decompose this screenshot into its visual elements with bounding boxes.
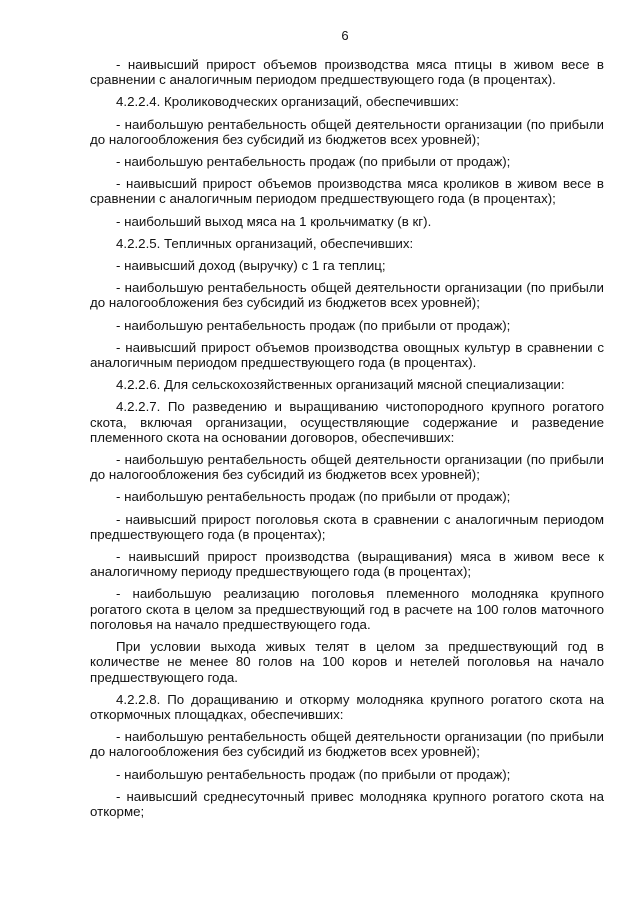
- paragraph: - наивысший прирост поголовья скота в сравнении с аналогичным периодом предшествующего года (в процентах);: [90, 511, 604, 542]
- section-heading: 4.2.2.8. По доращиванию и откорму молодняка крупного рогатого скота на откормочных площадках, обеспечивших:: [90, 691, 604, 722]
- body-text: [90, 57, 604, 819]
- paragraph: - наивысший прирост производства (выращивания) мяса в живом весе к аналогичному периоду предшествующего года (в процентах);: [90, 549, 604, 580]
- paragraph: - наивысший среднесуточный привес молодняка крупного рогатого скота на откорме;: [90, 788, 604, 819]
- paragraph: - наибольшую рентабельность общей деятельности организации (по прибыли до налогообложения без субсидий из бюджетов всех уровней);: [90, 729, 604, 760]
- paragraph: - наибольший выход мяса на 1 крольчиматку (в кг).: [116, 213, 432, 229]
- paragraph: - наивысший прирост объемов производства овощных культур в сравнении с аналогичным периодом предшествующего года (в процентах).: [90, 339, 604, 371]
- paragraph: - наивысший доход (выручку) с 1 га теплиц;: [116, 258, 386, 274]
- page-number: 6: [341, 28, 349, 43]
- document-page: [90, 28, 604, 826]
- section-heading: 4.2.2.4. Кролиководческих организаций, обеспечивших:: [116, 94, 459, 110]
- paragraph: - наибольшую рентабельность общей деятельности организации (по прибыли до налогообложения без субсидий из бюджетов всех уровней);: [90, 116, 604, 147]
- section-heading: 4.2.2.7. По разведению и выращиванию чистопородного крупного рогатого скота, включая организации, осуществляющие содержание и разведение племенного скота на основании договоров, обеспечивших:: [90, 399, 604, 445]
- section-heading: 4.2.2.6. Для сельскохозяйственных организаций мясной специализации:: [116, 377, 565, 393]
- paragraph: - наибольшую реализацию поголовья племенного молодняка крупного рогатого скота в целом за предшествующий год в расчете на 100 голов маточного поголовья на начало предшествующего года.: [90, 586, 604, 632]
- paragraph: - наибольшую рентабельность общей деятельности организации (по прибыли до налогообложения без субсидий из бюджетов всех уровней);: [90, 280, 604, 311]
- paragraph: - наибольшую рентабельность продаж (по прибыли от продаж);: [116, 317, 511, 333]
- paragraph: - наибольшую рентабельность продаж (по прибыли от продаж);: [116, 489, 511, 505]
- section-heading: 4.2.2.5. Тепличных организаций, обеспечивших:: [116, 235, 414, 251]
- paragraph: - наибольшую рентабельность продаж (по прибыли от продаж);: [116, 154, 511, 170]
- paragraph: - наивысший прирост объемов производства мяса птицы в живом весе в сравнении с аналогичным периодом предшествующего года (в процентах).: [90, 57, 604, 88]
- paragraph: - наивысший прирост объемов производства мяса кроликов в живом весе в сравнении с аналогичным периодом предшествующего года (в процентах);: [90, 176, 604, 207]
- paragraph: - наибольшую рентабельность общей деятельности организации (по прибыли до налогообложения без субсидий из бюджетов всех уровней);: [90, 452, 604, 483]
- paragraph: - наибольшую рентабельность продаж (по прибыли от продаж);: [116, 766, 511, 782]
- paragraph: При условии выхода живых телят в целом за предшествующий год в количестве не менее 80 голов на 100 коров и нетелей поголовья на начало предшествующего года.: [90, 639, 604, 685]
